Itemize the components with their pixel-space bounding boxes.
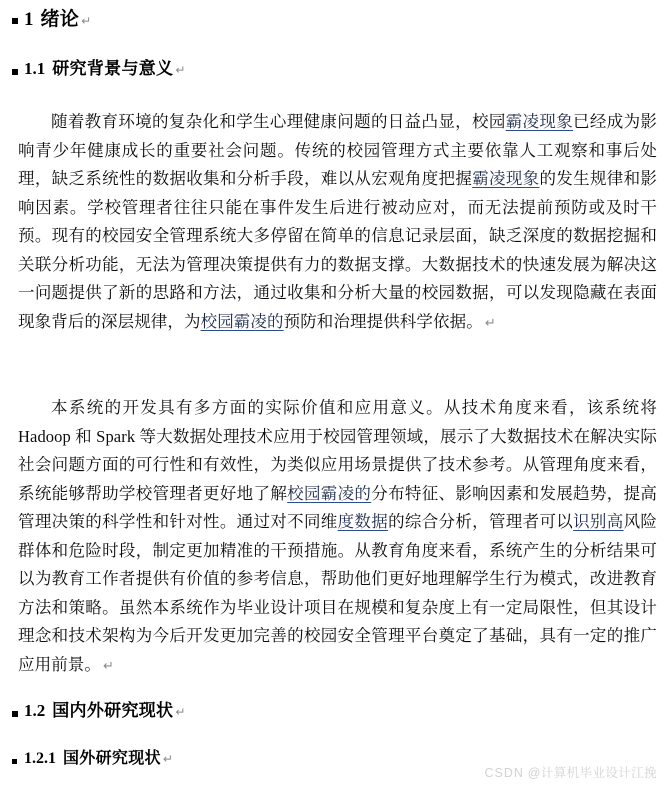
paragraph-text-run: 预防和治理提供科学依据。 [283, 311, 483, 331]
spellcheck-underlined-text: 识别高 [573, 512, 624, 531]
heading-section-1-2[interactable] [0, 700, 665, 723]
body-paragraph[interactable] [0, 108, 665, 338]
csdn-watermark [485, 763, 658, 781]
spellcheck-underlined-text: 校园霸凌的 [200, 311, 284, 331]
outline-marker-icon[interactable] [12, 69, 18, 75]
pilcrow-mark: ↵ [175, 705, 186, 719]
pilcrow-mark: ↵ [103, 658, 114, 674]
outline-marker-icon[interactable] [12, 711, 18, 717]
heading-level-1[interactable] [0, 8, 665, 33]
heading-level-2[interactable] [0, 700, 665, 723]
heading-level-2[interactable] [0, 58, 665, 81]
heading-title: 国外研究现状 [63, 750, 161, 767]
spellcheck-underlined-text: 度数据 [337, 512, 389, 531]
paragraph-text-run: 的发生规律和影响因素。学校管理者往往只能在事件发生后进行被动应对，而无法提前预防或及时干预。现有的校园安全管理系统大多停留在简单的信息记录层面，缺乏深度的数据挖掘和关联分析功能，无法为管理决策提供有力的数据支撑。大数据技术的快速发展为解决这一问题提供了新的思路和方法，通过收集和分析大量的校园数据，可以发现隐藏在表面现象背后的深层规律，为 [18, 169, 658, 331]
outline-marker-icon[interactable] [12, 759, 17, 764]
paragraph-text-run: 本系统的开发具有多方面的实际价值和应用意义。从技术角度来看，该系统将 Hadoop 和 Spark 等大数据处理技术应用于校园管理领域，展示了大数据技术在解决实际社会问题方面的可行性和有效性，为类似应用场景提供了技术参考。从管理角度来看，系统能够帮助学校管理者更好地了解 [18, 398, 657, 503]
heading-title: 绪论 [40, 9, 80, 30]
heading-section-1-1[interactable] [0, 58, 665, 81]
pilcrow-mark: ↵ [175, 63, 186, 77]
paragraph-text-run: 的综合分析，管理者可以 [388, 512, 574, 531]
spellcheck-underlined-text: 霸凌现象 [472, 169, 540, 188]
watermark-brand: CSDN [484, 766, 524, 780]
pilcrow-mark: ↵ [162, 752, 173, 766]
paragraph-text-run: 风险群体和危险时段，制定更加精准的干预措施。从教育角度来看，系统产生的分析结果可以为教育工作者提供有价值的参考信息，帮助他们更好地理解学生行为模式，改进教育方法和策略。虽然本系统作为毕业设计项目在规模和复杂度上有一定局限性，但其设计理念和技术架构为今后开发更加完善的校园安全管理平台奠定了基础，具有一定的推广应用前景。 [18, 512, 657, 674]
paragraph-text-run: 已经成为影响青少年健康成长的重要社会问题。传统的校园管理方式主要依靠人工观察和事后处理，缺乏系统性的数据收集和分析手段，难以从宏观角度把握 [18, 112, 658, 188]
heading-number: 1.2 [24, 701, 46, 720]
heading-chapter-1[interactable] [0, 8, 665, 33]
spellcheck-underlined-text: 霸凌现象 [505, 112, 574, 131]
heading-title: 研究背景与意义 [52, 59, 174, 78]
watermark-author: @计算机毕业设计江挽 [527, 766, 657, 780]
heading-number: 1 [24, 9, 34, 30]
paragraph-text-run: 分布特征、影响因素和发展趋势，提高管理决策的科学性和针对性。通过对不同维 [18, 483, 657, 531]
paragraph-block-2[interactable] [0, 394, 665, 681]
heading-number: 1.2.1 [24, 750, 56, 767]
pilcrow-mark: ↵ [484, 315, 496, 331]
heading-title: 国内外研究现状 [52, 701, 174, 720]
pilcrow-mark: ↵ [81, 14, 92, 28]
heading-number: 1.1 [24, 59, 46, 78]
paragraph-block-1[interactable] [0, 108, 665, 338]
body-paragraph[interactable] [0, 394, 665, 681]
outline-marker-icon[interactable] [12, 18, 18, 24]
paragraph-text-run: 随着教育环境的复杂化和学生心理健康问题的日益凸显，校园 [51, 112, 506, 131]
spellcheck-underlined-text: 校园霸凌的 [287, 483, 372, 503]
